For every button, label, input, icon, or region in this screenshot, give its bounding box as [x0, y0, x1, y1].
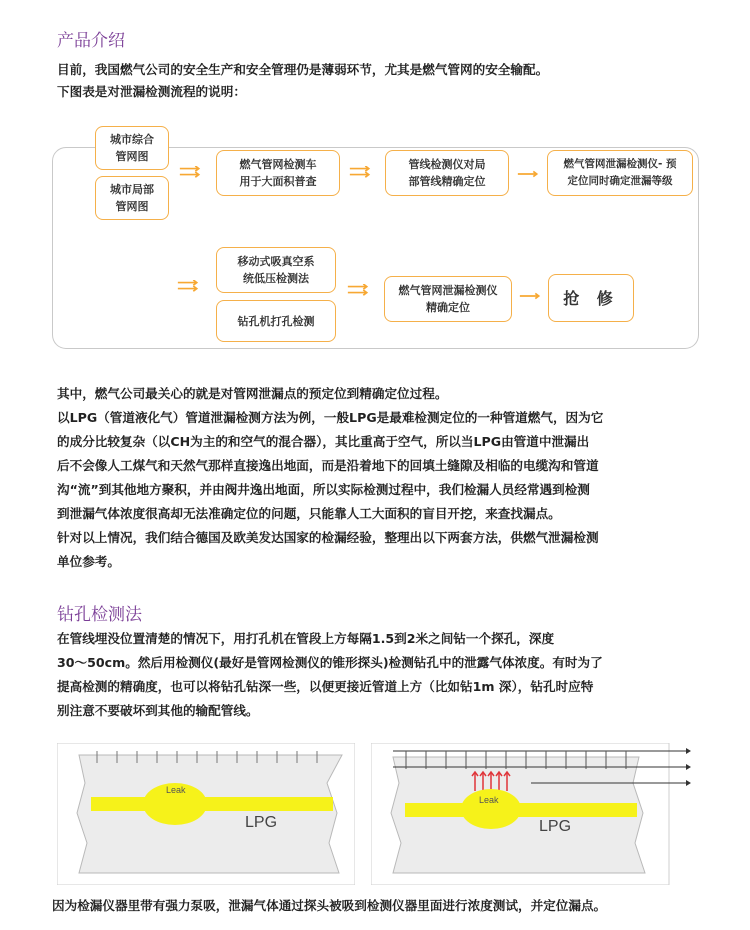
flow-box-text: 燃气管网检测车	[239, 158, 317, 171]
arrow-icon	[518, 290, 544, 302]
method-line: 提高检测的精确度，也可以将钻孔钻深一些，以便更接近管道上方（比如钻1m 深），钻孔时应特	[57, 679, 594, 694]
intro-line: 目前，我国燃气公司的安全生产和安全管理仍是薄弱环节，尤其是燃气管网的安全输配。	[57, 62, 549, 77]
flow-box-text: 城市局部	[110, 183, 154, 196]
flow-box-pipeline-locator	[385, 150, 509, 196]
flow-box-emergency-repair	[548, 274, 634, 322]
flow-box-city-map	[95, 126, 169, 170]
double-arrow-icon	[178, 166, 204, 178]
flow-box-precise-locate	[384, 276, 512, 322]
flow-box-text: 移动式吸真空系	[237, 255, 315, 268]
flow-box-text: 部管线精确定位	[408, 175, 486, 188]
flow-box-text: 管网图	[115, 150, 149, 163]
body-line: 到泄漏气体浓度很高却无法准确定位的问题，只能靠人工大面积的盲目开挖，来查找漏点。	[57, 506, 561, 521]
illustration-without-drill-holes	[57, 743, 355, 885]
body-line: 后不会像人工煤气和天然气那样直接逸出地面，而是沿着地下的回填土缝隙及相临的电缆沟和管道	[57, 458, 599, 473]
flow-box-text: 精确定位	[426, 301, 470, 314]
double-arrow-icon	[176, 280, 202, 292]
flow-box-vacuum-system	[216, 247, 336, 293]
flow-box-drill-detection	[216, 300, 336, 342]
flow-box-text: 管线检测仪对局	[408, 158, 486, 171]
flow-box-text: 统低压检测法	[243, 272, 309, 285]
flow-box-detection-vehicle	[216, 150, 340, 196]
flow-box-local-map	[95, 176, 169, 220]
body-line: 其中，燃气公司最关心的就是对管网泄漏点的预定位到精确定位过程。	[57, 386, 448, 401]
flow-box-text: 抢 修	[563, 288, 619, 308]
section-heading-product-intro: 产品介绍	[57, 31, 125, 51]
illustration-caption: 因为检漏仪器里带有强力泵吸，泄漏气体通过探头被吸到检测仪器里面进行浓度测试，并定位漏点。	[52, 898, 607, 913]
pipe-label: LPG	[245, 814, 278, 831]
pipe-label: LPG	[539, 818, 572, 835]
flow-box-text: 燃气管网泄漏检测仪	[398, 284, 498, 297]
arrow-icon	[516, 168, 542, 180]
flow-box-text: 定位同时确定泄漏等级	[567, 175, 673, 187]
flow-box-text: 燃气管网泄漏检测仪- 预	[563, 158, 677, 170]
method-line: 在管线埋没位置清楚的情况下，用打孔机在管段上方每隔1.5到2米之间钻一个探孔，深度	[57, 631, 555, 646]
double-arrow-icon	[346, 284, 372, 296]
double-arrow-icon	[348, 166, 374, 178]
body-line: 针对以上情况，我们结合德国及欧美发达国家的检漏经验，整理出以下两套方法，供燃气泄漏检测	[57, 530, 599, 545]
body-line: 单位参考。	[57, 554, 120, 569]
body-line: 沟“流”到其他地方聚积，并由阀井逸出地面，所以实际检测过程中，我们检漏人员经常遇到检测	[57, 482, 590, 497]
method-line: 30～50cm。然后用检测仪(最好是管网检测仪的锥形探头)检测钻孔中的泄露气体浓度。有时为了	[57, 655, 603, 670]
leak-label: Leak	[479, 795, 499, 805]
body-line: 以LPG（管道液化气）管道泄漏检测方法为例，一般LPG是最难检测定位的一种管道燃气，因为它	[57, 410, 604, 425]
body-line: 的成分比较复杂（以CH为主的和空气的混合器），其比重高于空气，所以当LPG由管道中泄漏出	[57, 434, 590, 449]
flow-box-text: 城市综合	[110, 133, 154, 146]
illustration-with-drill-holes	[371, 743, 691, 885]
flow-box-text: 钻孔机打孔检测	[237, 314, 315, 328]
method-line: 别注意不要破坏到其他的输配管线。	[57, 703, 259, 718]
leak-label: Leak	[166, 785, 186, 795]
section-heading-drill-method: 钻孔检测法	[57, 605, 142, 625]
flow-box-text: 用于大面积普查	[239, 175, 317, 188]
flow-box-leak-detector-prelocate	[547, 150, 693, 196]
flow-box-text: 管网图	[115, 200, 149, 213]
intro-line: 下图表是对泄漏检测流程的说明：	[57, 84, 246, 99]
